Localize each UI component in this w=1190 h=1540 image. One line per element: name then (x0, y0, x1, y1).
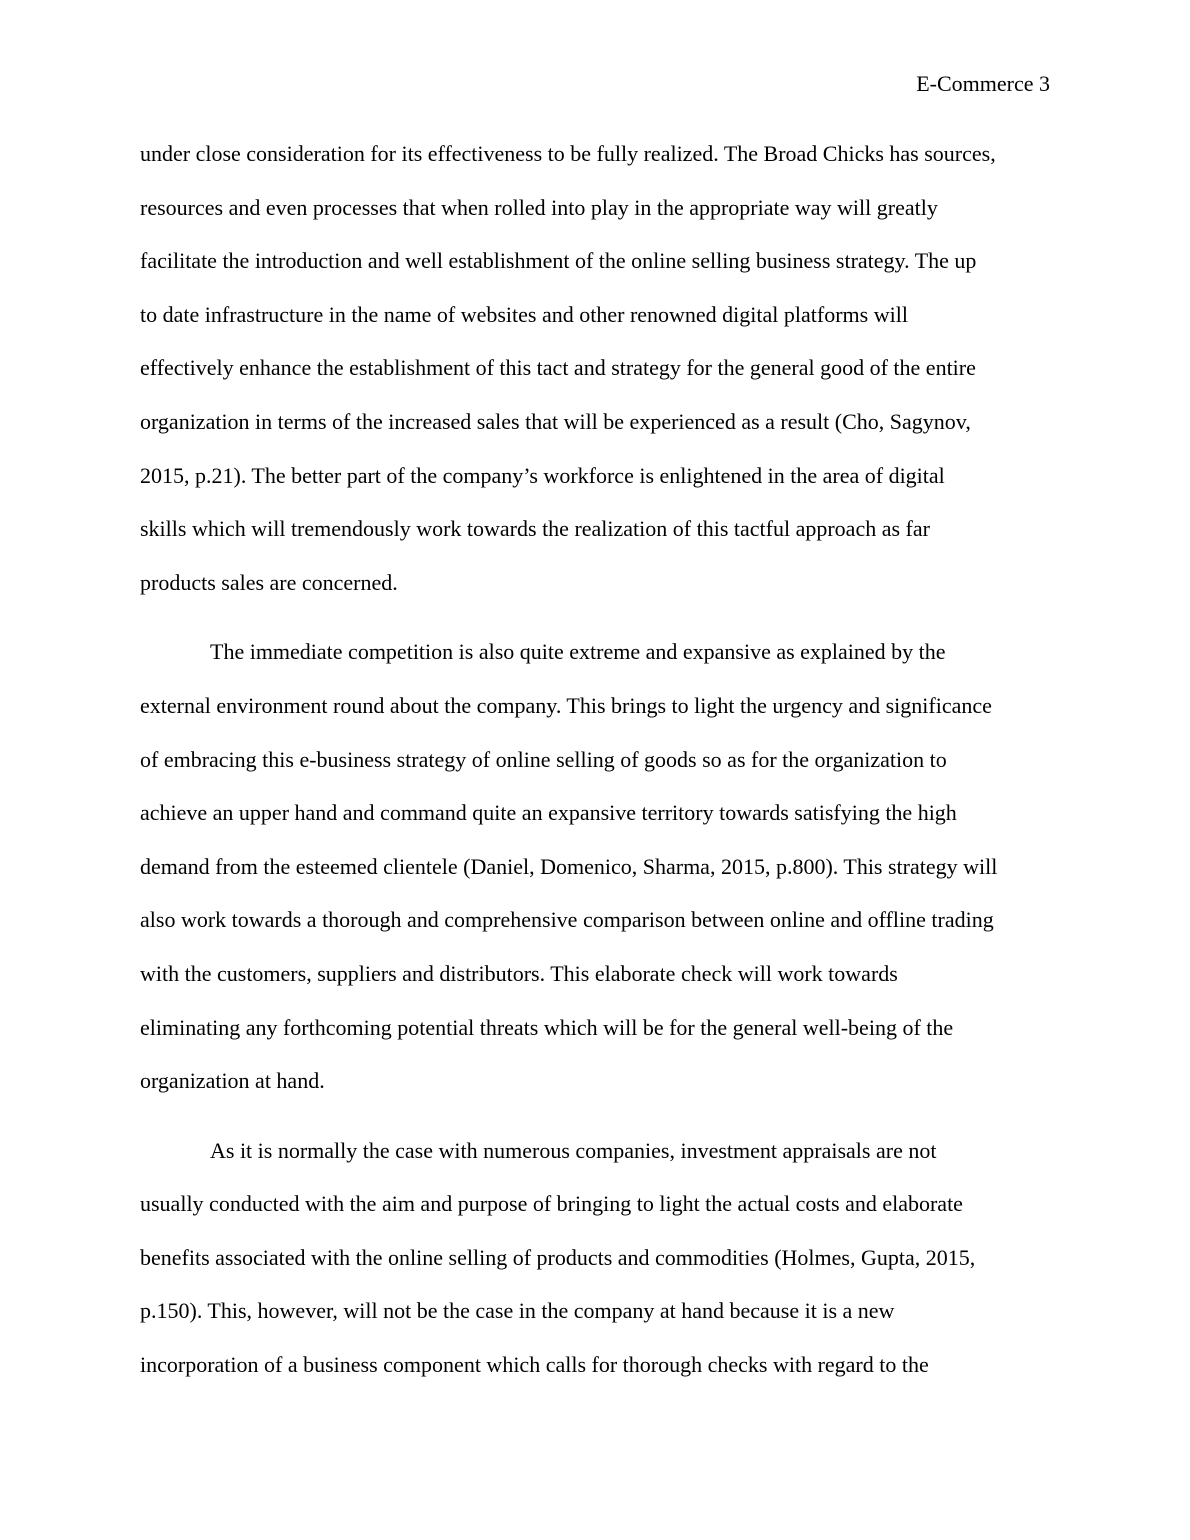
text-line: effectively enhance the establishment of this tact and strategy for the general good of the entire (140, 355, 976, 381)
text-line: skills which will tremendously work towards the realization of this tactful approach as far (140, 516, 930, 542)
text-line: products sales are concerned. (140, 569, 398, 595)
text-line: organization at hand. (140, 1068, 325, 1094)
text-line: resources and even processes that when rolled into play in the appropriate way will greatly (140, 194, 938, 220)
text-line: of embracing this e-business strategy of online selling of goods so as for the organization to (140, 746, 947, 772)
text-line: facilitate the introduction and well establishment of the online selling business strategy. The up (140, 248, 977, 274)
text-line: eliminating any forthcoming potential threats which will be for the general well-being of the (140, 1014, 954, 1040)
paragraph-3 (140, 1124, 1060, 1392)
paragraph-1 (140, 127, 1060, 609)
text-line: 2015, p.21). The better part of the company’s workforce is enlightened in the area of digital (140, 462, 945, 488)
paragraph-spacer (140, 609, 1060, 625)
running-head: E-Commerce 3 (916, 71, 1050, 96)
paragraph-2 (140, 625, 1060, 1107)
text-line: with the customers, suppliers and distributors. This elaborate check will work towards (140, 960, 898, 986)
text-line: also work towards a thorough and comprehensive comparison between online and offline trading (140, 907, 994, 933)
text-line: demand from the esteemed clientele (Daniel, Domenico, Sharma, 2015, p.800). This strategy will (140, 853, 998, 879)
text-line: achieve an upper hand and command quite an expansive territory towards satisfying the high (140, 800, 957, 826)
text-line: usually conducted with the aim and purpose of bringing to light the actual costs and elaborate (140, 1191, 963, 1217)
text-line: incorporation of a business component which calls for thorough checks with regard to the (140, 1352, 929, 1378)
text-line: benefits associated with the online selling of products and commodities (Holmes, Gupta, 2015, (140, 1244, 976, 1270)
text-line: p.150). This, however, will not be the case in the company at hand because it is a new (140, 1298, 895, 1324)
text-line: external environment round about the company. This brings to light the urgency and significance (140, 692, 992, 718)
text-line: organization in terms of the increased sales that will be experienced as a result (Cho, Sagynov, (140, 408, 971, 434)
body-text (140, 127, 1060, 1392)
paragraph-spacer (140, 1108, 1060, 1124)
text-line: to date infrastructure in the name of websites and other renowned digital platforms will (140, 301, 908, 327)
text-line: under close consideration for its effectiveness to be fully realized. The Broad Chicks has sources, (140, 141, 996, 166)
text-line-first: The immediate competition is also quite extreme and expansive as explained by the (210, 639, 946, 665)
text-line-first: As it is normally the case with numerous companies, investment appraisals are not (210, 1137, 937, 1163)
